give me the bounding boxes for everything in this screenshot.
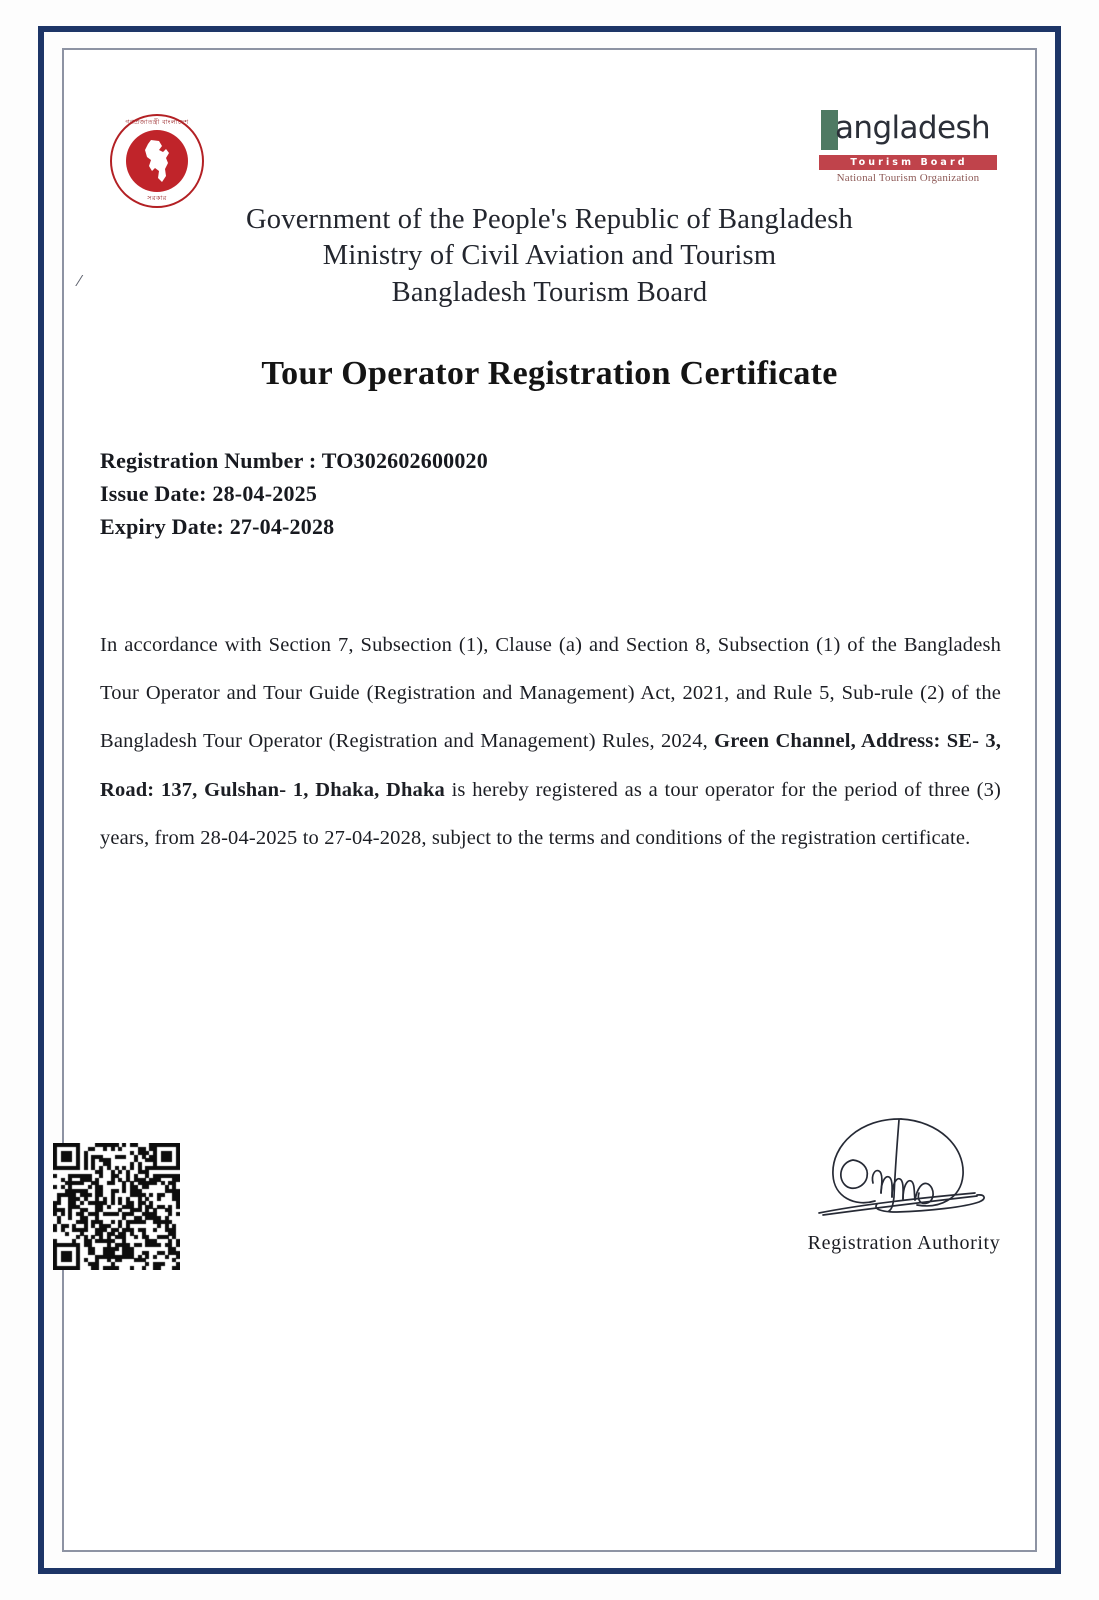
certificate-content [62, 48, 1037, 1552]
bangladesh-tourism-board-logo [819, 108, 997, 184]
expiry-date-label: Expiry Date: [100, 513, 230, 539]
registration-authority-signature [789, 1105, 1019, 1230]
issue-date-value: 28-04-2025 [212, 480, 318, 506]
expiry-date-value: 27-04-2028 [229, 513, 335, 539]
btb-wordmark [819, 108, 997, 154]
page-title: Tour Operator Registration Certificate [261, 355, 838, 393]
btb-bar-text: Tourism Board [819, 155, 997, 170]
signature-block [739, 1105, 1069, 1255]
certificate-footer [20, 1105, 1079, 1325]
certificate-body-text [100, 621, 1001, 862]
seal-text-top: গণপ্রজাতন্ত্রী বাংলাদেশ [125, 118, 189, 126]
seal-text-bottom: সরকার [147, 194, 167, 202]
logo-row [82, 76, 1017, 202]
stray-pen-mark: ⁄ [78, 272, 81, 290]
registration-number-value: TO302602600020 [321, 448, 488, 474]
header-line-3: Bangladesh Tourism Board [391, 276, 708, 308]
header-line-2: Ministry of Civil Aviation and Tourism [322, 240, 777, 272]
issue-date-row [100, 478, 1017, 511]
operator-name: Green Channel [714, 730, 851, 753]
expiry-date-row [100, 511, 1017, 544]
body-part-1: In accordance with Section 7, Subsection (1), Clause (a) and Section 8, Subsection (1) of the Bangladesh Tour Operator and Tour Guide (Registration and Management) Act, 2021, and Rule 5, Sub-rule (2) of the Bangladesh Tour Operator (Registration and Management) Rules, 2024, [100, 634, 1001, 753]
body-separator: , [850, 730, 861, 753]
bangladesh-map-icon [139, 138, 175, 184]
header-line-1: Government of the People's Republic of Bangladesh [246, 204, 853, 235]
registration-number-label: Registration Number : [100, 448, 322, 474]
btb-subtitle: National Tourism Organization [836, 172, 980, 184]
btb-script-text: angladesh [835, 110, 991, 146]
body-part-2: is hereby registered as a tour operator for the period of three (3) years, from 28-04-2025 to 27-04-2028, subject to the terms and conditions of the registration certificate. [100, 778, 1001, 849]
registration-details [100, 445, 1017, 543]
registration-authority-label: Registration Authority [807, 1232, 1001, 1254]
verification-qr-code[interactable] [53, 1143, 180, 1270]
bangladesh-government-seal-icon [110, 114, 204, 208]
registration-number-row [100, 445, 1017, 478]
operator-address: Address: SE- 3, Road: 137, Gulshan- 1, Dhaka, Dhaka [100, 730, 1001, 801]
issue-date-label: Issue Date: [100, 480, 213, 506]
government-header [82, 202, 1017, 311]
